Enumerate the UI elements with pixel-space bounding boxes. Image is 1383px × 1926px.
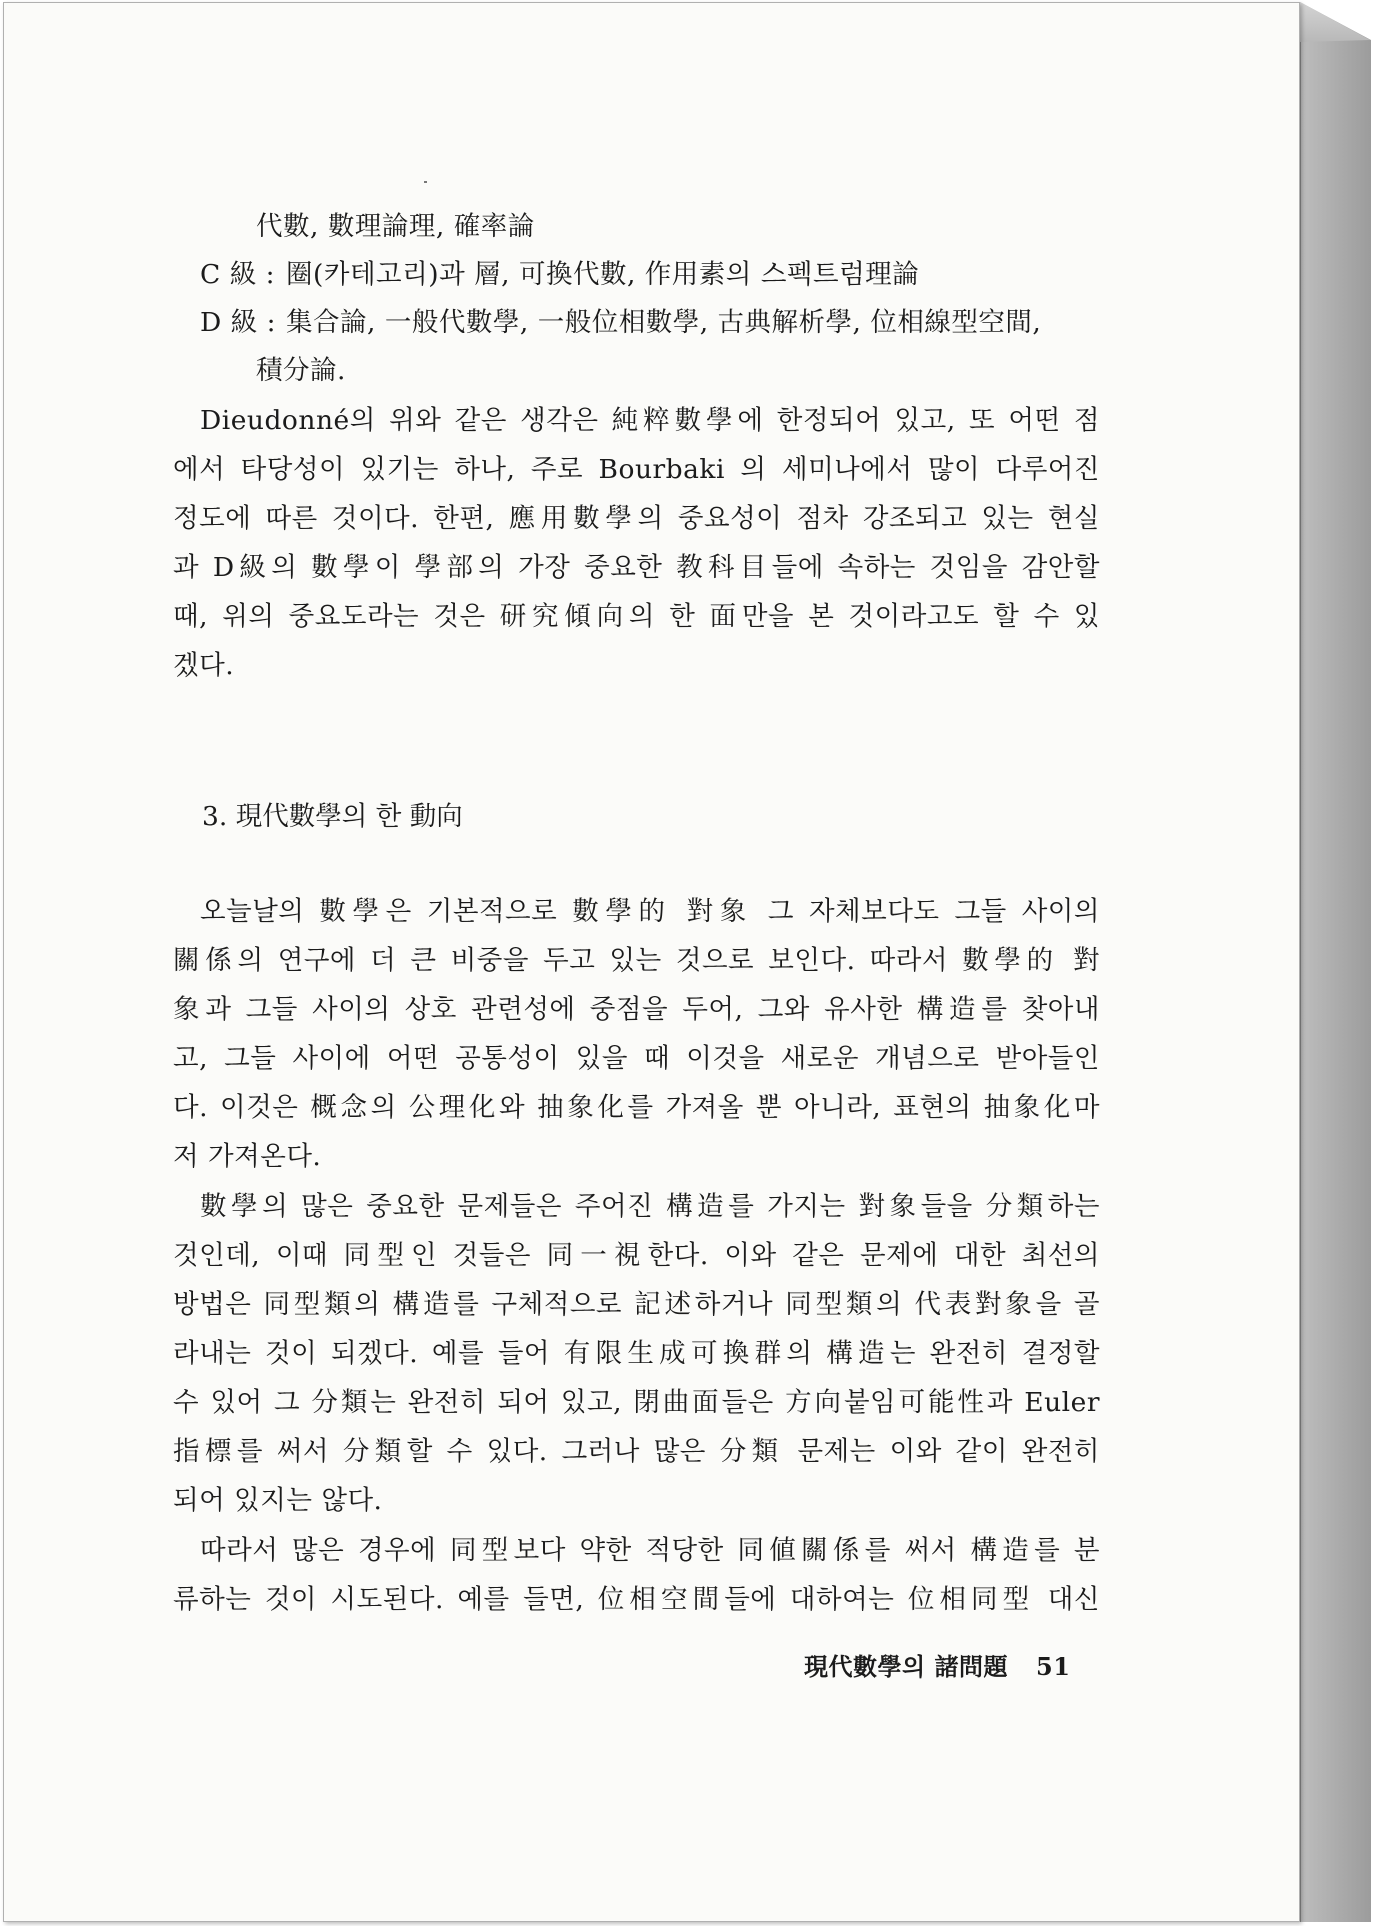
book-edge: [1300, 2, 1371, 1922]
list-label-c: C 級 :: [200, 259, 276, 290]
paragraph-line: 象과 그들 사이의 상호 관련성에 중점을 두어, 그와 유사한 構造를 찾아내: [173, 994, 1100, 1025]
paragraph-line: 에서 타당성이 있기는 하나, 주로 Bourbaki 의 세미나에서 많이 다루어진: [173, 454, 1100, 485]
list-text-d-continued: 積分論.: [256, 355, 346, 386]
paragraph-line: 저 가져온다.: [173, 1141, 322, 1172]
print-speck: [424, 181, 427, 183]
paragraph-line: 오늘날의 數學은 기본적으로 數學的 對象 그 자체보다도 그들 사이의: [200, 896, 1100, 927]
footer-title: 現代數學의 諸問題: [804, 1652, 1009, 1681]
paragraph-line: 다. 이것은 概念의 公理化와 抽象化를 가져올 뿐 아니라, 표현의 抽象化마: [173, 1092, 1100, 1123]
page-number: 51: [1036, 1652, 1071, 1681]
paragraph-line: Dieudonné의 위와 같은 생각은 純粹數學에 한정되어 있고, 또 어떤 점: [200, 405, 1100, 436]
paragraph-line: 류하는 것이 시도된다. 예를 들면, 位相空間들에 대하여는 位相同型 대신: [173, 1584, 1100, 1615]
list-label-d: D 級 :: [200, 307, 277, 338]
paragraph-line: 과 D級의 數學이 學部의 가장 중요한 教科目들에 속하는 것임을 감안할: [173, 552, 1100, 583]
paragraph-line: 때, 위의 중요도라는 것은 研究傾向의 한 面만을 본 것이라고도 할 수 있: [173, 601, 1100, 632]
paragraph-line: 되어 있지는 않다.: [173, 1485, 383, 1516]
paragraph-line: 방법은 同型類의 構造를 구체적으로 記述하거나 同型類의 代表對象을 골: [173, 1289, 1100, 1320]
paragraph-line: 것인데, 이때 同型인 것들은 同一視한다. 이와 같은 문제에 대한 최선의: [173, 1240, 1100, 1271]
book-page: [3, 2, 1300, 1922]
paragraph-line: 겠다.: [173, 650, 235, 681]
running-footer: [804, 1643, 1070, 1691]
paragraph-line: 關係의 연구에 더 큰 비중을 두고 있는 것으로 보인다. 따라서 數學的 對: [173, 945, 1100, 976]
list-text-c: 圈(카테고리)과 層, 可換代數, 作用素의 스펙트럼理論: [286, 259, 920, 290]
paragraph-line: 數學의 많은 중요한 문제들은 주어진 構造를 가지는 對象들을 分類하는: [200, 1191, 1100, 1222]
paragraph-line: 정도에 따른 것이다. 한편, 應用數學의 중요성이 점차 강조되고 있는 현실: [173, 503, 1100, 534]
paragraph-line: 고, 그들 사이에 어떤 공통성이 있을 때 이것을 새로운 개념으로 받아들인: [173, 1043, 1100, 1074]
section-heading: 3. 現代數學의 한 動向: [202, 801, 463, 832]
paragraph-line: 指標를 써서 分類할 수 있다. 그러나 많은 分類 문제는 이와 같이 완전히: [173, 1436, 1100, 1467]
list-text-d: 集合論, 一般代數學, 一般位相數學, 古典解析學, 位相線型空間,: [286, 307, 1042, 338]
paragraph-line: 따라서 많은 경우에 同型보다 약한 적당한 同値關係를 써서 構造를 분: [200, 1535, 1100, 1566]
paragraph-line: 라내는 것이 되겠다. 예를 들어 有限生成可換群의 構造는 완전히 결정할: [173, 1338, 1100, 1369]
book-edge-top: [1300, 2, 1370, 42]
paragraph-line: 수 있어 그 分類는 완전히 되어 있고, 閉曲面들은 方向붙임可能性과 Euler: [173, 1387, 1100, 1418]
list-line-continued: 代數, 數理論理, 確率論: [256, 211, 535, 242]
